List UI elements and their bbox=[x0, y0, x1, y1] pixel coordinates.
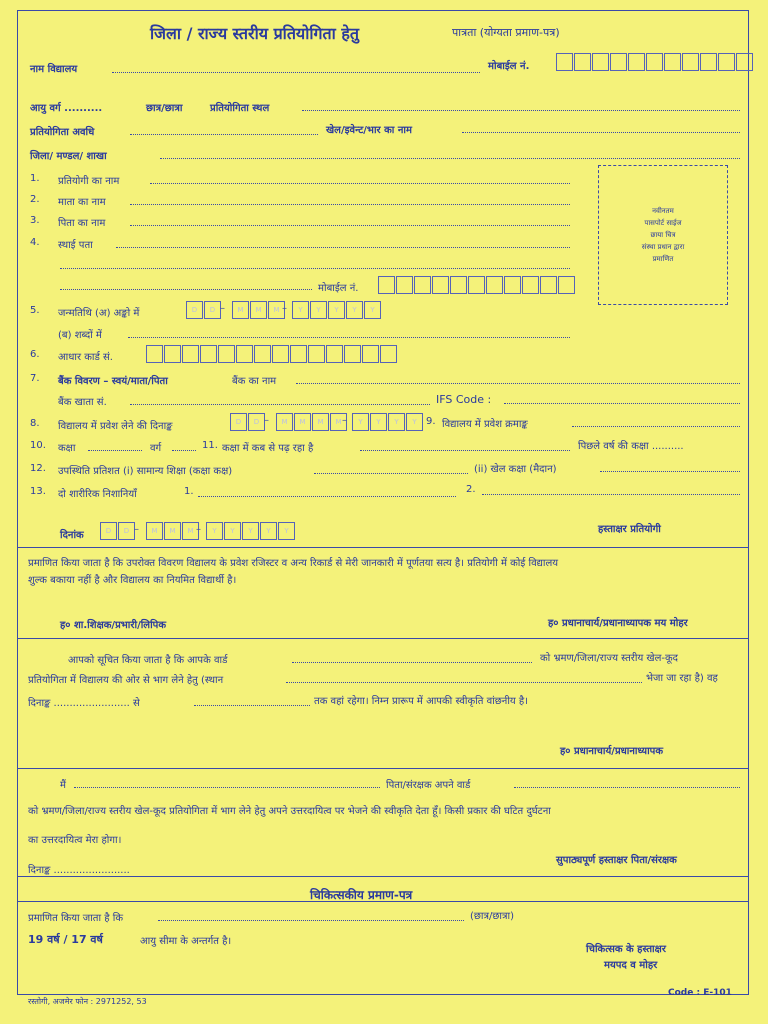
notice-text: को भ्रमण/जिला/राज्य स्तरीय खेल-कूद bbox=[540, 653, 678, 664]
photo-text: पासपोर्ट साईज bbox=[644, 219, 682, 227]
guardian-signature-label: सुपाठ्यपूर्ण हस्ताक्षर पिता/संरक्षक bbox=[556, 855, 677, 866]
ward-name-field[interactable] bbox=[292, 662, 532, 663]
principal-signature-label: ह० प्रधानाचार्य/प्रधानाध्यापक bbox=[560, 746, 664, 757]
dob-month-boxes[interactable]: M M M bbox=[232, 301, 286, 319]
date-day-boxes[interactable]: D D bbox=[100, 522, 136, 540]
field-num: 5. bbox=[30, 305, 40, 316]
medical-gender-label: (छात्र/छात्रा) bbox=[470, 911, 515, 922]
participant-name-label: प्रतियोगी का नाम bbox=[58, 176, 120, 187]
doctor-seal-label: मयपद व मोहर bbox=[604, 960, 658, 971]
admission-month-boxes[interactable]: M M M M bbox=[276, 413, 348, 431]
mobile-boxes[interactable] bbox=[556, 53, 754, 71]
field-num: 9. bbox=[426, 416, 436, 427]
father-name-field[interactable] bbox=[130, 225, 570, 226]
consent-text: का उत्तरदायित्व मेरा होगा। bbox=[28, 835, 122, 846]
previous-class-label: पिछले वर्ष की कक्षा .......... bbox=[578, 441, 684, 452]
mark-two-num: 2. bbox=[466, 484, 476, 495]
attendance-sports-label: (ii) खेल कक्षा (मैदान) bbox=[474, 464, 557, 475]
date-separator: – bbox=[196, 524, 201, 535]
notice-text: प्रतियोगिता में विद्यालय की ओर से भाग लेने हेतु (स्थान bbox=[28, 675, 224, 686]
consent-date-label: दिनाङ्क ........................ bbox=[28, 865, 130, 876]
aadhaar-label: आधार कार्ड सं. bbox=[58, 352, 113, 363]
mark-two-field[interactable] bbox=[482, 494, 740, 495]
certificate-text: शुल्क बकाया नहीं है और विद्यालय का नियमित विद्यार्थी है। bbox=[28, 575, 237, 586]
class-field[interactable] bbox=[88, 450, 142, 451]
address-mobile-boxes[interactable] bbox=[378, 276, 576, 294]
field-num: 2. bbox=[30, 194, 40, 205]
photo-text: संस्था प्रधान द्वारा bbox=[641, 243, 685, 251]
attendance-class-field[interactable] bbox=[314, 473, 468, 474]
field-num: 8. bbox=[30, 418, 40, 429]
field-num: 11. bbox=[202, 440, 218, 451]
identification-marks-label: दो शारीरिक निशानियाँ bbox=[58, 489, 137, 500]
teacher-signature-label: ह० शा.शिक्षक/प्रभारी/लिपिक bbox=[60, 620, 167, 631]
certificate-text: प्रमाणित किया जाता है कि उपरोक्त विवरण विद्यालय के प्रवेश रजिस्टर व अन्य रिकार्ड से मेरी जानकारी में पूर्णतया सत्य है। प्रतियोगी में कोई विद्यालय bbox=[28, 558, 559, 569]
attendance-label: उपस्थिति प्रतिशत (i) सामान्य शिक्षा (कक्षा कक्ष) bbox=[58, 466, 233, 477]
medical-text: आयु सीमा के अन्तर्गत है। bbox=[140, 936, 232, 947]
section-divider bbox=[17, 876, 749, 877]
section-field[interactable] bbox=[172, 450, 196, 451]
notice-text: आपको सूचित किया जाता है कि आपके वार्ड bbox=[68, 655, 228, 666]
medical-certificate-title: चिकित्सकीय प्रमाण-पत्र bbox=[310, 888, 413, 902]
school-name-label: नाम विद्यालय bbox=[30, 64, 78, 75]
account-field[interactable] bbox=[130, 404, 430, 405]
notice-text: भेजा जा रहा है) वह bbox=[646, 673, 718, 684]
section-divider bbox=[17, 901, 749, 902]
admission-number-field[interactable] bbox=[572, 426, 740, 427]
bank-details-label: बैंक विवरण – स्वयं/माता/पिता bbox=[58, 376, 168, 387]
medical-student-name-field[interactable] bbox=[158, 920, 464, 921]
photo-text: छाया चित्र bbox=[650, 231, 676, 239]
duration-label: प्रतियोगिता अवधि bbox=[30, 127, 95, 138]
district-field[interactable] bbox=[160, 158, 740, 159]
account-label: बैंक खाता सं. bbox=[58, 397, 107, 408]
mark-one-field[interactable] bbox=[198, 496, 456, 497]
studying-since-field[interactable] bbox=[360, 450, 570, 451]
class-label: कक्षा bbox=[58, 443, 76, 454]
date-label: दिनांक bbox=[60, 530, 84, 541]
printer-info: रस्तोगी, अजमेर फोन : 2971252, 53 bbox=[28, 997, 147, 1006]
aadhaar-boxes[interactable] bbox=[146, 345, 398, 363]
admission-date-label: विद्यालय में प्रवेश लेने की दिनाङ्क bbox=[58, 421, 173, 432]
date-separator: – bbox=[282, 303, 287, 314]
age-group-label: आयु वर्ग .......... bbox=[30, 103, 103, 114]
date-month-boxes[interactable]: M M M bbox=[146, 522, 200, 540]
field-num: 4. bbox=[30, 237, 40, 248]
section-label: वर्ग bbox=[150, 443, 162, 454]
field-num: 6. bbox=[30, 349, 40, 360]
bank-name-label: बैंक का नाम bbox=[232, 376, 277, 387]
dob-year-boxes[interactable]: Y Y Y Y Y bbox=[292, 301, 382, 319]
field-num: 13. bbox=[30, 486, 46, 497]
admission-day-boxes[interactable]: D D bbox=[230, 413, 266, 431]
duration-field[interactable] bbox=[130, 134, 318, 135]
photo-box[interactable] bbox=[598, 165, 728, 305]
address-field-3[interactable] bbox=[60, 289, 312, 290]
consent-ward-field[interactable] bbox=[514, 787, 740, 788]
admission-year-boxes[interactable]: Y Y Y Y bbox=[352, 413, 424, 431]
mother-name-field[interactable] bbox=[130, 204, 570, 205]
form-subtitle: पात्रता (योग्यता प्रमाण-पत्र) bbox=[452, 26, 560, 39]
admission-number-label: विद्यालय में प्रवेश क्रमाङ्क bbox=[442, 419, 528, 430]
form-title: जिला / राज्य स्तरीय प्रतियोगिता हेतु bbox=[150, 24, 359, 43]
place-field[interactable] bbox=[286, 682, 642, 683]
address-mobile-label: मोबाईल नं. bbox=[318, 283, 359, 294]
consent-text: पिता/संरक्षक अपने वार्ड bbox=[386, 780, 471, 791]
consent-text: को भ्रमण/जिला/राज्य स्तरीय खेल-कूद प्रतियोगिता में भाग लेने हेतु अपने उत्तरदायित्व पर भेजने की स्वीकृति देता हूँ। किसी प्रकार की घटित दुर्घटना bbox=[28, 806, 551, 817]
field-num: 3. bbox=[30, 215, 40, 226]
section-divider bbox=[17, 547, 749, 548]
field-num: 12. bbox=[30, 463, 46, 474]
dob-figures-label: जन्मतिथि (अ) अङ्को में bbox=[58, 308, 140, 319]
guardian-name-field[interactable] bbox=[74, 787, 380, 788]
date-separator: – bbox=[134, 524, 139, 535]
event-label: खेल/इवेन्ट/भार का नाम bbox=[326, 125, 412, 136]
venue-label: प्रतियोगिता स्थल bbox=[210, 103, 270, 114]
section-divider bbox=[17, 638, 749, 639]
photo-text: नवीनतम bbox=[652, 207, 674, 215]
ifsc-label: IFS Code : bbox=[436, 393, 492, 406]
dob-words-label: (ब) शब्दों में bbox=[58, 330, 102, 341]
dob-words-field[interactable] bbox=[128, 337, 570, 338]
field-num: 7. bbox=[30, 373, 40, 384]
district-label: जिला/ मण्डल/ शाखा bbox=[30, 151, 107, 162]
date-separator: – bbox=[264, 415, 269, 426]
address-field-2[interactable] bbox=[60, 268, 570, 269]
date-year-boxes[interactable]: Y Y Y Y Y bbox=[206, 522, 296, 540]
date-separator: – bbox=[220, 303, 225, 314]
date-to-field[interactable] bbox=[194, 705, 310, 706]
notice-text: तक वहां रहेगा। निम्न प्रारूप में आपकी स्वीकृति वांछनीय है। bbox=[314, 696, 529, 707]
address-field-1[interactable] bbox=[116, 247, 570, 248]
address-label: स्थाई पता bbox=[58, 240, 93, 251]
age-limit-label: 19 वर्ष / 17 वर्ष bbox=[28, 933, 103, 946]
school-name-field[interactable] bbox=[112, 72, 480, 73]
mobile-label: मोबाईल नं. bbox=[488, 61, 530, 72]
bank-name-field[interactable] bbox=[296, 383, 740, 384]
mark-one-num: 1. bbox=[184, 486, 194, 497]
section-divider bbox=[17, 768, 749, 769]
doctor-signature-label: चिकित्सक के हस्ताक्षर bbox=[586, 944, 666, 955]
photo-text: प्रमाणित bbox=[652, 255, 674, 263]
mother-name-label: माता का नाम bbox=[58, 197, 106, 208]
participant-name-field[interactable] bbox=[150, 183, 570, 184]
attendance-sports-field[interactable] bbox=[600, 471, 740, 472]
date-separator: – bbox=[342, 415, 347, 426]
ifsc-field[interactable] bbox=[504, 403, 740, 404]
participant-signature-label: हस्ताक्षर प्रतियोगी bbox=[598, 524, 661, 535]
event-field[interactable] bbox=[462, 132, 740, 133]
studying-since-label: कक्षा में कब से पढ़ रहा है bbox=[222, 443, 314, 454]
dob-day-boxes[interactable]: D D bbox=[186, 301, 222, 319]
field-num: 1. bbox=[30, 173, 40, 184]
field-num: 10. bbox=[30, 440, 46, 451]
medical-text: प्रमाणित किया जाता है कि bbox=[28, 913, 124, 924]
consent-text: मैं bbox=[60, 780, 66, 791]
father-name-label: पिता का नाम bbox=[58, 218, 106, 229]
notice-text: दिनाङ्क ........................ से bbox=[28, 698, 140, 709]
form-code: Code : E-101 bbox=[668, 988, 732, 998]
gender-label: छात्र/छात्रा bbox=[146, 103, 183, 114]
venue-field[interactable] bbox=[302, 110, 740, 111]
principal-seal-signature-label: ह० प्रधानाचार्य/प्रधानाध्यापक मय मोहर bbox=[548, 618, 688, 629]
